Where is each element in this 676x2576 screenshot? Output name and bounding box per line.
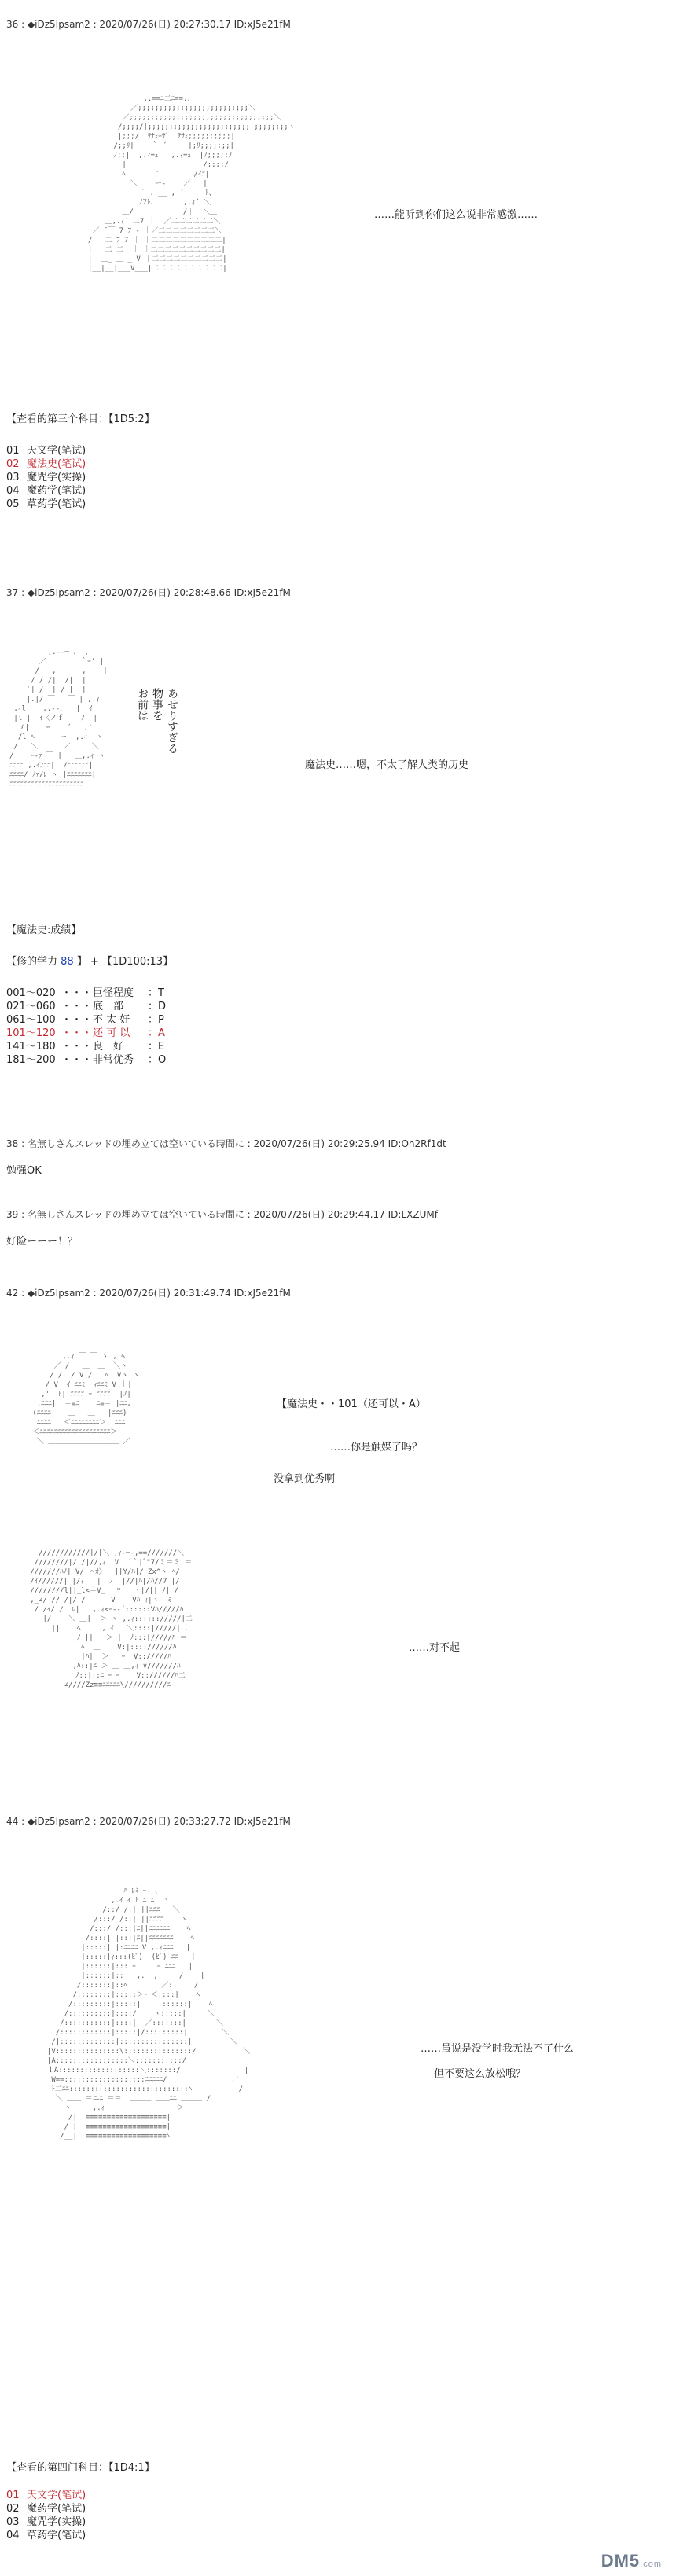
grade-range: 141～180 xyxy=(6,1041,56,1053)
ascii-art-character: ,.ｨ ￣ ￣ ヽ ,.ﾍ ／ / ＿ ＿ ＼ヽ / / / V / ﾍ Vヽ ヽ / V ｲ ﾆﾆﾐ ｨﾆﾆﾐ V ｜| ,' ﾄ| ﾆﾆﾆﾆ ｰ ﾆﾆﾆﾆ |ﾉ| ,ﾆﾆﾆ| ＝≡ﾆ ﾆ≡＝ |ﾆﾆ, (ﾆﾆﾆﾆ| ＿ ＿ |ﾆﾆﾆ) ﾆﾆﾆﾆ ＜ﾆﾆﾆﾆﾆﾆﾆﾆ＞ ﾆﾆﾆ ＜ﾆﾆﾆﾆﾆﾆﾆﾆﾆﾆﾆﾆﾆﾆﾆﾆﾆﾆﾆﾆ＞ ＼ ＿＿＿＿＿＿＿＿＿＿ ／ xyxy=(32,1353,140,1446)
post-header: 38 : 名無しさんスレッドの埋め立ては空いている時間に : 2020/07/26(日) 20:29:25.94 ID:Oh2Rf1dt xyxy=(6,1138,446,1149)
item-number: 02 xyxy=(6,458,20,470)
grade-grade: ：E xyxy=(148,1041,165,1053)
grade-dots: ・・・ xyxy=(61,1001,93,1012)
item-label: 魔药学(笔试) xyxy=(27,2503,86,2515)
ascii-art-character: ,.--─ ､ ､ ／ ｀ｰ' | / , , | / / /| /| | | ′| / | / | | | |.|/ ￣ ￣ | ,.ｨ ,ｨl| ,.--､ | ｲ |l | ｲ〈ノｆ ﾉ | ゞ| ｰ ´ ,' /l ﾍ ー ,.ｨ ヽ / ＼ ／ ＼ / ｰ-ｧ ￣ | ＿,.ｨ ヽ ﾆﾆﾆﾆ ,.ｲﾌﾆﾆ| /ﾆﾆﾆﾆﾆﾆ| ﾆﾆﾆﾆ/ ﾉｧ/ﾚ ヽ |ﾆﾆﾆﾆﾆﾆﾆ| ﾆﾆﾆﾆﾆﾆﾆﾆﾆﾆﾆﾆﾆﾆﾆﾆﾆﾆﾆﾆﾆ xyxy=(9,649,108,788)
grade-grade: ：D xyxy=(148,1001,167,1012)
grade-range: 061～100 xyxy=(6,1014,56,1026)
grade-label: 良 好 xyxy=(93,1041,124,1053)
item-number: 04 xyxy=(6,485,20,497)
item-number: 01 xyxy=(6,445,20,457)
speech-text: 但不要这么放松哦？ xyxy=(434,2068,527,2080)
grades-roll xyxy=(6,953,173,968)
speech-text: ……对不起 xyxy=(409,1642,461,1654)
post-body: 好险ーーー！？ xyxy=(6,1236,79,1248)
grade-range: 021～060 xyxy=(6,1001,56,1012)
speech-text: ……你是触媒了吗？ xyxy=(330,1442,423,1453)
vertical-speech: お前は xyxy=(136,688,149,721)
item-label: 天文学(笔试) xyxy=(27,2490,86,2501)
post-header: 44 : ◆iDz5Ipsam2 : 2020/07/26(日) 20:33:27.72 ID:xJ5e21fM xyxy=(6,1816,291,1827)
item-number: 02 xyxy=(6,2503,20,2515)
grade-dots: ・・・ xyxy=(61,987,93,999)
item-number: 01 xyxy=(6,2490,20,2501)
item-label: 魔咒学(实操) xyxy=(27,2516,86,2528)
logo-domain: .com xyxy=(640,2559,662,2569)
grade-grade: ：A xyxy=(148,1027,165,1039)
grade-label: 巨怪程度 xyxy=(93,987,134,999)
item-label: 草药学(笔试) xyxy=(27,2530,86,2541)
subject-title: 【查看的第三个科目：【1D5:2】 xyxy=(6,413,155,425)
post-body: 勉强OK xyxy=(6,1165,42,1177)
grade-dots: ・・・ xyxy=(61,1027,93,1039)
speech-text: ……虽说是没学时我无法不了什么 xyxy=(421,2043,575,2055)
grade-dots: ・・・ xyxy=(61,1014,93,1026)
site-logo xyxy=(601,2551,662,2571)
grade-row xyxy=(6,1051,179,1066)
grades-title: 【魔法史:成绩】 xyxy=(6,924,82,936)
roll-value: 88 xyxy=(61,956,74,968)
post-header: 37 : ◆iDz5Ipsam2 : 2020/07/26(日) 20:28:48.66 ID:xJ5e21fM xyxy=(6,587,291,598)
item-label: 天文学(笔试) xyxy=(27,445,86,457)
grade-range: 101～120 xyxy=(6,1027,56,1039)
grade-label: 还 可 以 xyxy=(93,1027,130,1039)
ascii-art-character: ,.==ﾆ二ﾆ==.、 ／;;;;;;;;;;;;;;;;;;;;;;;;;;＼ ／;;;;;;;;;;;;;;;;;;;;;;;;;;;;;;;;;;＼ /;;;;/|;;;;;;;;;;;;;;;;;;;;;;;;|;;;;;;;;ヽ |;;;/ ﾃﾅﾐｰｻﾞ ﾃｻﾐ;;;;;;;;;;| /;;ﾘ| ｀ ´ |;ﾘ;;;;;;;| ﾉ;;| ,.ｨ=ｭ ,.ｨ=ｭ |ﾉ;;;;;ﾉ | /;;;;/ ﾍ ′ /ｲﾆ| ＼ ー- ／ | ｀ ､ __ , ´ ﾄ、 ﾉ7ﾄ、 ,.ｨ´ ＼ ＿/ ｜ ￣ ￣ ￣/｜ ＼＿ ＿,.ｨ´ 二7 ｜ ／二二二二二二＼ ／ ̄ ￣ 7 ﾌ ‐ ｜／二二二二二二二二＼ / 二 ﾌ 7 ｜ ｜二二二二二二二二二二| | 二 二 ｜ ｜二二二二二二二二二二| | ＿_ ＿ _ V ｜二二二二二二二二二二| |__|__|___V___|二二二二二二二二二二| xyxy=(88,95,296,273)
speech-text: ……能听到你们这么说非常感激…… xyxy=(374,209,538,221)
roll-prefix: 【修的学力 xyxy=(6,956,58,968)
item-label: 魔咒学(实操) xyxy=(27,472,86,483)
grade-range: 001～020 xyxy=(6,987,56,999)
grade-dots: ・・・ xyxy=(61,1054,93,1066)
speech-text: 魔法史……嗯，不太了解人类的历史 xyxy=(305,759,469,771)
item-label: 魔法史(笔试) xyxy=(27,458,86,470)
grade-grade: ：O xyxy=(148,1054,167,1066)
vertical-speech: あせりすぎる xyxy=(166,688,178,754)
logo-text: DM5 xyxy=(601,2551,641,2570)
grade-dots: ・・・ xyxy=(61,1041,93,1053)
post-header: 39 : 名無しさんスレッドの埋め立ては空いている時間に : 2020/07/26(日) 20:29:44.17 ID:LXZUMf xyxy=(6,1209,438,1220)
item-number: 05 xyxy=(6,498,20,510)
item-number: 03 xyxy=(6,472,20,483)
item-label: 草药学(笔试) xyxy=(27,498,86,510)
ascii-art-character: ﾊ ﾚﾐ ｰ- ､ ,.ｲ ｲ ﾄ ﾆ ﾆ ヽ /::/ /:| ||ﾆﾆﾆ ＼ /:::/ /::| ||ﾆﾆﾆﾆ ヽ /:::/ /:::|ﾆ||ﾆﾆﾆﾆﾆﾆ ﾍ /::::| |:::|ﾆ||ﾆﾆﾆﾆﾆﾆﾆ ﾍ |:::::| |:ﾆﾆﾆﾆ V ,.ｨﾆﾆﾆ | |:::::|ｨ:::(ﾋﾞ) (ﾋﾞ) ﾆﾆ | |::::::|::: ｰ ｰ ﾆﾆﾆ | |::::::|:: ,.__, / | /:::::::|::ﾍ ／:| / /::::::::|:::::＞ー＜::::| ﾍ /:::::::::|:::::| |::::::| ﾍ /::::::::::|::::/ ヽ:::::| ＼ /:::::::::::|::::| ／:::::::| ＼ /::::::::::::|:::::|/:::::::::| ＼ /|:::::::::::::|::::::::::::::::| ＼ |V:::::::::::::::\::::::::::::::::/ ＼ |A:::::::::::::::::＼:::::::::::/ | ｌA:::::::::::::::::::＼:::::::/ | W==:::::::::::::::::::ﾆﾆﾆﾆﾆ/ ,' ﾄ二ﾆﾆ::::::::::::::::::::::::::::ﾍ / ＼ ＿＿ ＝ニﾆ ＝＝ ＿＿＿ ＿＿ﾆﾆ ＿＿＿ / ヽ ,.ｨ ￣ ￣ ￣ ￣ ￣ ￣ ＞ /| ≡≡≡≡≡≡≡≡≡≡≡≡≡≡≡≡≡≡≡| / | ≡≡≡≡≡≡≡≡≡≡≡≡≡≡≡≡≡≡≡| /__| ≡≡≡≡≡≡≡≡≡≡≡≡≡≡≡≡≡≡≡ﾍ xyxy=(46,1887,251,2141)
grade-grade: ：T xyxy=(148,987,164,999)
grade-label: 不 太 好 xyxy=(93,1014,130,1026)
grade-range: 181～200 xyxy=(6,1054,56,1066)
subject-title: 【查看的第四门科目：【1D4:1】 xyxy=(6,2462,155,2474)
list-item xyxy=(6,2526,86,2541)
vertical-speech: 物事を xyxy=(151,688,163,721)
speech-text: 没拿到优秀啊 xyxy=(274,1473,336,1485)
roll-suffix: 】 + 【1D100:13】 xyxy=(76,956,174,968)
ascii-art-character: ////////////|/|＼_,ｨ-─-,==///////＼ ////////|/|/|//,ｨ V ´｀|ﾞ"7/ミ＝ミ ＝ ///////ﾊﾉ| V/ ＾ｵ〉| ||Y/ﾊ|/ Zx^ヽ ﾍ/ /ｲ//////| |/ｨ| | ﾉ |//|ﾊ|/ﾊ//7 |/ ////////l||_l<＝V_ ＿* ヽ|/|||ﾉ| / ,_∠/ // /|/ / V Vﾊ ｨ|ヽ ﾐ / /ｲ/|/ ﾚ| ,.ｨ<ｰ-‐´::::::Vﾊ/////ﾊ |/ ＼ ＿| ＞ ヽ ,.ｨ:::::://///|二 || ﾍ ,.ｲ ＼::::|/////|二 ﾉ || ＞ | ﾉ:::|/////ﾊ ＝ |ﾍ ＿ V:|:::://////ﾊ |ﾊ| ＞ ｰ V:://///ﾊ ,ﾊ::|ﾆ ＞ ＿ ＿,ｨ ∨///////ﾊ ＿ﾉ::|::ﾆ ｰ ｰ V:://////ﾊ二 ∠////Zz≡≡ﾆﾆﾆﾆﾆ\//////////ﾆ xyxy=(30,1549,193,1689)
result-line: 【魔法史・・101（还可以・A） xyxy=(277,1398,426,1410)
grade-label: 非常优秀 xyxy=(93,1054,134,1066)
list-item xyxy=(6,495,86,510)
post-header: 42 : ◆iDz5Ipsam2 : 2020/07/26(日) 20:31:49.74 ID:xJ5e21fM xyxy=(6,1288,291,1299)
item-number: 04 xyxy=(6,2530,20,2541)
item-number: 03 xyxy=(6,2516,20,2528)
post-header: 36 : ◆iDz5Ipsam2 : 2020/07/26(日) 20:27:30.17 ID:xJ5e21fM xyxy=(6,19,291,30)
grade-grade: ：P xyxy=(148,1014,164,1026)
item-label: 魔药学(笔试) xyxy=(27,485,86,497)
grade-label: 底 部 xyxy=(93,1001,124,1012)
